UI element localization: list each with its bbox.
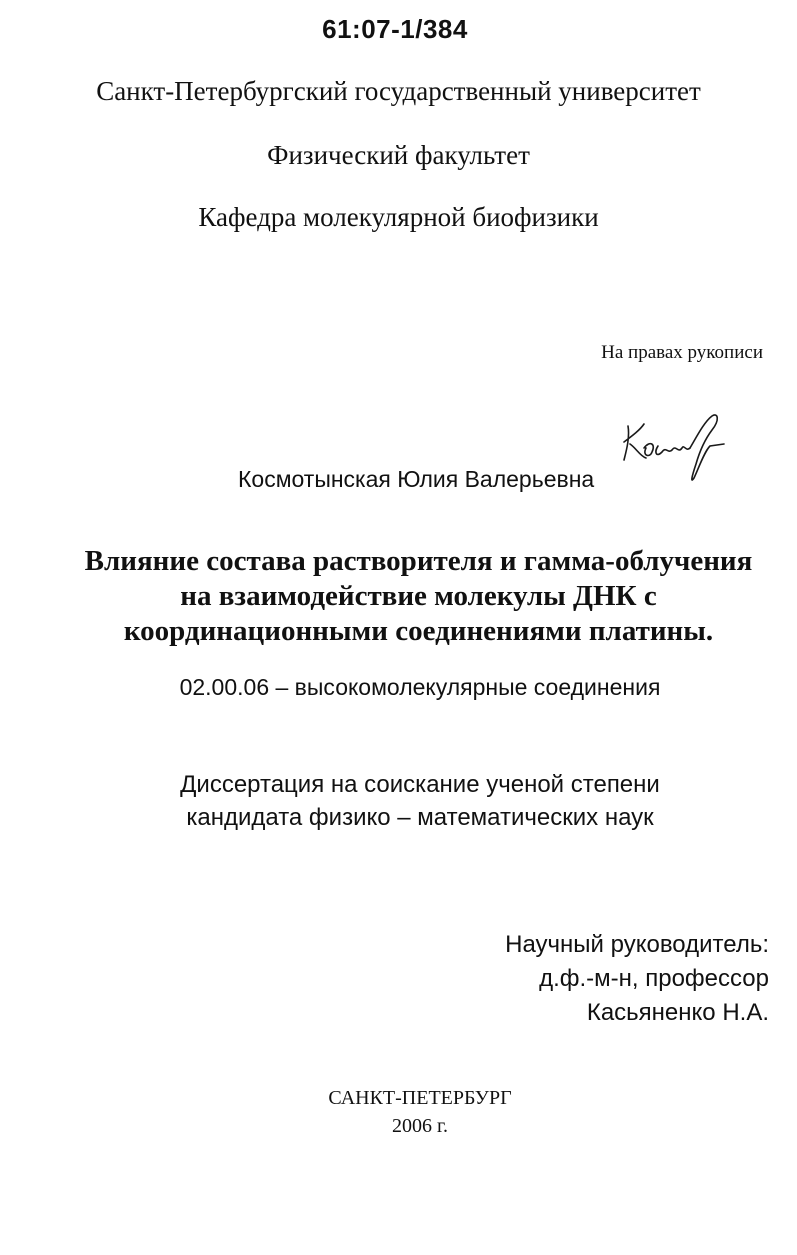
place-and-year (0, 1084, 797, 1140)
faculty-name: Физический факультет (267, 140, 530, 170)
title-line-2: на взаимодействие молекулы ДНК с (180, 580, 657, 612)
title-line-1: Влияние состава растворителя и гамма-облучения (84, 545, 753, 577)
document-code: 61:07-1/384 (322, 14, 468, 44)
rights-note: На правах рукописи (601, 342, 763, 363)
dissertation-degree (0, 768, 797, 834)
advisor-name: Касьяненко Н.А. (586, 999, 769, 1026)
specialty-code: 02.00.06 – высокомолекулярные соединения (179, 674, 661, 700)
department-name: Кафедра молекулярной биофизики (198, 202, 599, 232)
dissertation-title (40, 544, 797, 649)
year: 2006 г. (392, 1115, 448, 1137)
degree-line-1: Диссертация на соискание ученой степени (180, 771, 660, 798)
advisor-label: Научный руководитель: (505, 931, 769, 958)
author-signature (620, 408, 730, 490)
university-name: Санкт-Петербургский государственный университет (96, 76, 701, 106)
advisor-degree: д.ф.-м-н, профессор (539, 965, 769, 992)
degree-line-2: кандидата физико – математических наук (186, 804, 654, 831)
title-line-3: координационными соединениями платины. (123, 615, 714, 647)
author-name: Космотынская Юлия Валерьевна (238, 466, 595, 492)
scientific-advisor (505, 928, 769, 1030)
city-name: САНКТ-ПЕТЕРБУРГ (328, 1087, 512, 1109)
